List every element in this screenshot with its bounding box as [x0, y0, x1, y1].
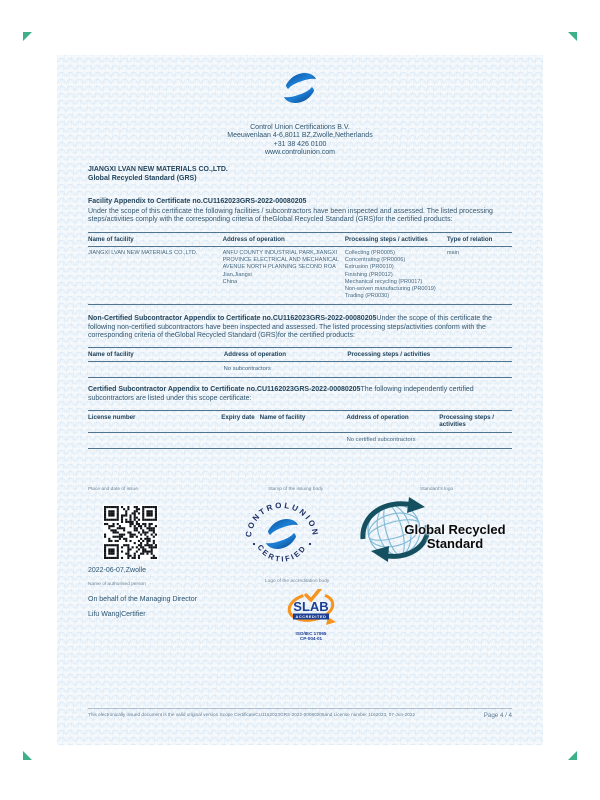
slab-logo-icon	[285, 589, 337, 625]
slab-cp-text: CP-004-01	[299, 636, 323, 642]
facility-name-cell: JIANGXI LVAN NEW MATERIALS CO.,LTD.	[88, 250, 198, 256]
facility-address-cell	[223, 247, 345, 304]
table-header-cell: Name of facility	[88, 351, 134, 359]
table-header-cell: Processing steps / activities	[344, 235, 428, 243]
company-standard: Global Recycled Standard (GRS)	[88, 174, 197, 182]
certified-table	[88, 410, 512, 449]
on-behalf-text: On behalf of the Managing Director	[88, 596, 197, 603]
processing-step: Finishing (PR0012)	[344, 271, 393, 278]
table-row	[88, 247, 512, 304]
slab-name-text: SLAB	[293, 599, 329, 614]
globe-swoosh-icon	[280, 68, 320, 108]
certifier-name: Lifu Wang|Certifier	[88, 611, 146, 618]
qr-code	[103, 505, 158, 560]
facility-appendix-intro: Under the scope of this certificate the following facilities / subcontractors have been inspected and assessed. The listed processing steps/activities comply with the corresponding criteria of theGlobal Recycled Standard (GRS)for the certified products:	[88, 208, 493, 224]
control-union-certified-stamp-icon	[243, 495, 321, 573]
crop-mark-top-right	[568, 32, 577, 41]
non-certified-appendix-intro: Under the scope of this certificate the following non-certified subcontractors have been inspected and assessed. The listed processing steps/activities conform with the corresponding criteria of theGlobal Recycled Standard (GRS)for the certified products:	[88, 315, 492, 339]
grs-logo-line1: Global Recycled	[404, 522, 506, 537]
table-header-cell: Expiry date	[221, 413, 255, 421]
table-header-cell: Processing steps / activities	[347, 351, 431, 359]
issuer-name: Control Union Certifications B.V.	[250, 124, 350, 131]
slab-iso-text: ISO/IEC 17065	[295, 631, 327, 636]
grs-logo-line2: Standard	[426, 535, 484, 551]
processing-step: Extrusion (PR0010)	[344, 264, 394, 271]
certified-appendix-title: Certified Subcontractor Appendix to Certificate no.CU1162023GRS-2022-00080205	[88, 386, 361, 394]
non-certified-appendix-title: Non-Certified Subcontractor Appendix to Certificate no.CU1162023GRS-2022-00080205	[88, 315, 377, 323]
processing-step: Mechanical recycling (PR0017)	[344, 278, 423, 285]
processing-step: Non-woven manufacturing (PR0019)	[344, 286, 436, 293]
processing-steps-cell	[345, 247, 447, 304]
table-header-cell: Name of facility	[88, 235, 134, 243]
authorised-person-label: Name of authorised person	[88, 582, 146, 587]
stamp-label: Stamp of the issuing body	[268, 487, 324, 492]
stamp-top-text: CONTROLUNION	[243, 500, 321, 538]
empty-table-message: No certified subcontractors	[346, 436, 416, 443]
processing-step: Concentrating (PR0006)	[344, 257, 406, 264]
table-header-cell: Processing steps / activities	[439, 413, 494, 429]
footer-text: This electronically issued document is the valid original version.Scope CertificateCU1162023GRS-2022-00080205and License number 1162023, 07-Jun-2022	[88, 712, 416, 717]
signature-area	[57, 483, 543, 711]
facility-appendix-title: Facility Appendix to Certificate no.CU1162023GRS-2022-00080205	[88, 198, 307, 206]
company-name: JIANGXI LVAN NEW MATERIALS CO.,LTD.	[88, 166, 228, 174]
relation-type-cell: main	[446, 250, 459, 256]
crop-mark-bottom-right	[568, 751, 577, 760]
empty-table-message: No subcontractors	[223, 366, 271, 373]
non-certified-appendix-paragraph	[57, 315, 543, 340]
slab-accredited-text: ACCREDITED	[295, 615, 327, 619]
stamp-dot	[253, 543, 255, 545]
certificate-document	[57, 55, 543, 745]
address-line: China	[222, 278, 238, 285]
address-line: PROVINCE ELECTRICAL AND MECHANICAL	[222, 257, 339, 264]
address-line: ANFU COUNTY INDUSTRIAL PARK,JIANGXI	[222, 250, 338, 256]
control-union-logo-icon	[57, 68, 543, 108]
address-line: Jian,Jiangxi	[222, 271, 252, 278]
slab-accreditation-logo	[285, 589, 337, 642]
table-header-cell: Name of facility	[259, 413, 306, 421]
stamp-dot	[309, 543, 311, 545]
table-header-cell: Address of operation	[346, 413, 409, 421]
table-header-cell: License number	[88, 413, 136, 421]
page-indicator: Page 4 / 4	[483, 712, 512, 719]
certified-appendix-intro: The following independently certified subcontractors are listed under this scope certificate:	[88, 386, 474, 402]
issuer-phone: +31 38 426 0100	[273, 140, 327, 148]
issue-date-place: 2022-06-07,Zwolle	[88, 567, 146, 574]
crop-mark-top-left	[23, 32, 32, 41]
processing-step: Trading (PR0030)	[344, 293, 390, 300]
issuer-website: www.controlunion.com	[264, 148, 336, 156]
place-date-label: Place and date of issue	[88, 487, 138, 492]
stamp-globe-icon	[266, 519, 298, 549]
crop-mark-bottom-left	[23, 751, 32, 760]
table-header-cell: Type of relation	[446, 235, 493, 243]
issuer-address: Meeuwenlaan 4-6,8011 BZ,Zwolle,Netherlands	[227, 132, 373, 140]
svg-text:CONTROLUNION	[244, 501, 320, 538]
table-header-cell: Address of operation	[223, 351, 287, 359]
facility-table	[88, 232, 512, 306]
processing-step: Collecting (PR0005)	[344, 250, 395, 256]
certified-appendix-paragraph	[57, 386, 543, 402]
standard-logo-label: Standard's logo	[420, 487, 454, 492]
table-header-cell: Address of operation	[222, 235, 285, 243]
address-line: AVENUE NORTH PLANNING SECOND ROA	[222, 264, 336, 271]
grs-logo	[355, 497, 513, 563]
document-footer	[88, 708, 512, 719]
accreditation-body-label: Logo of the accreditation body	[265, 579, 330, 584]
stamp-bottom-text: CERTIFIED	[255, 542, 309, 564]
non-certified-table	[88, 347, 512, 378]
